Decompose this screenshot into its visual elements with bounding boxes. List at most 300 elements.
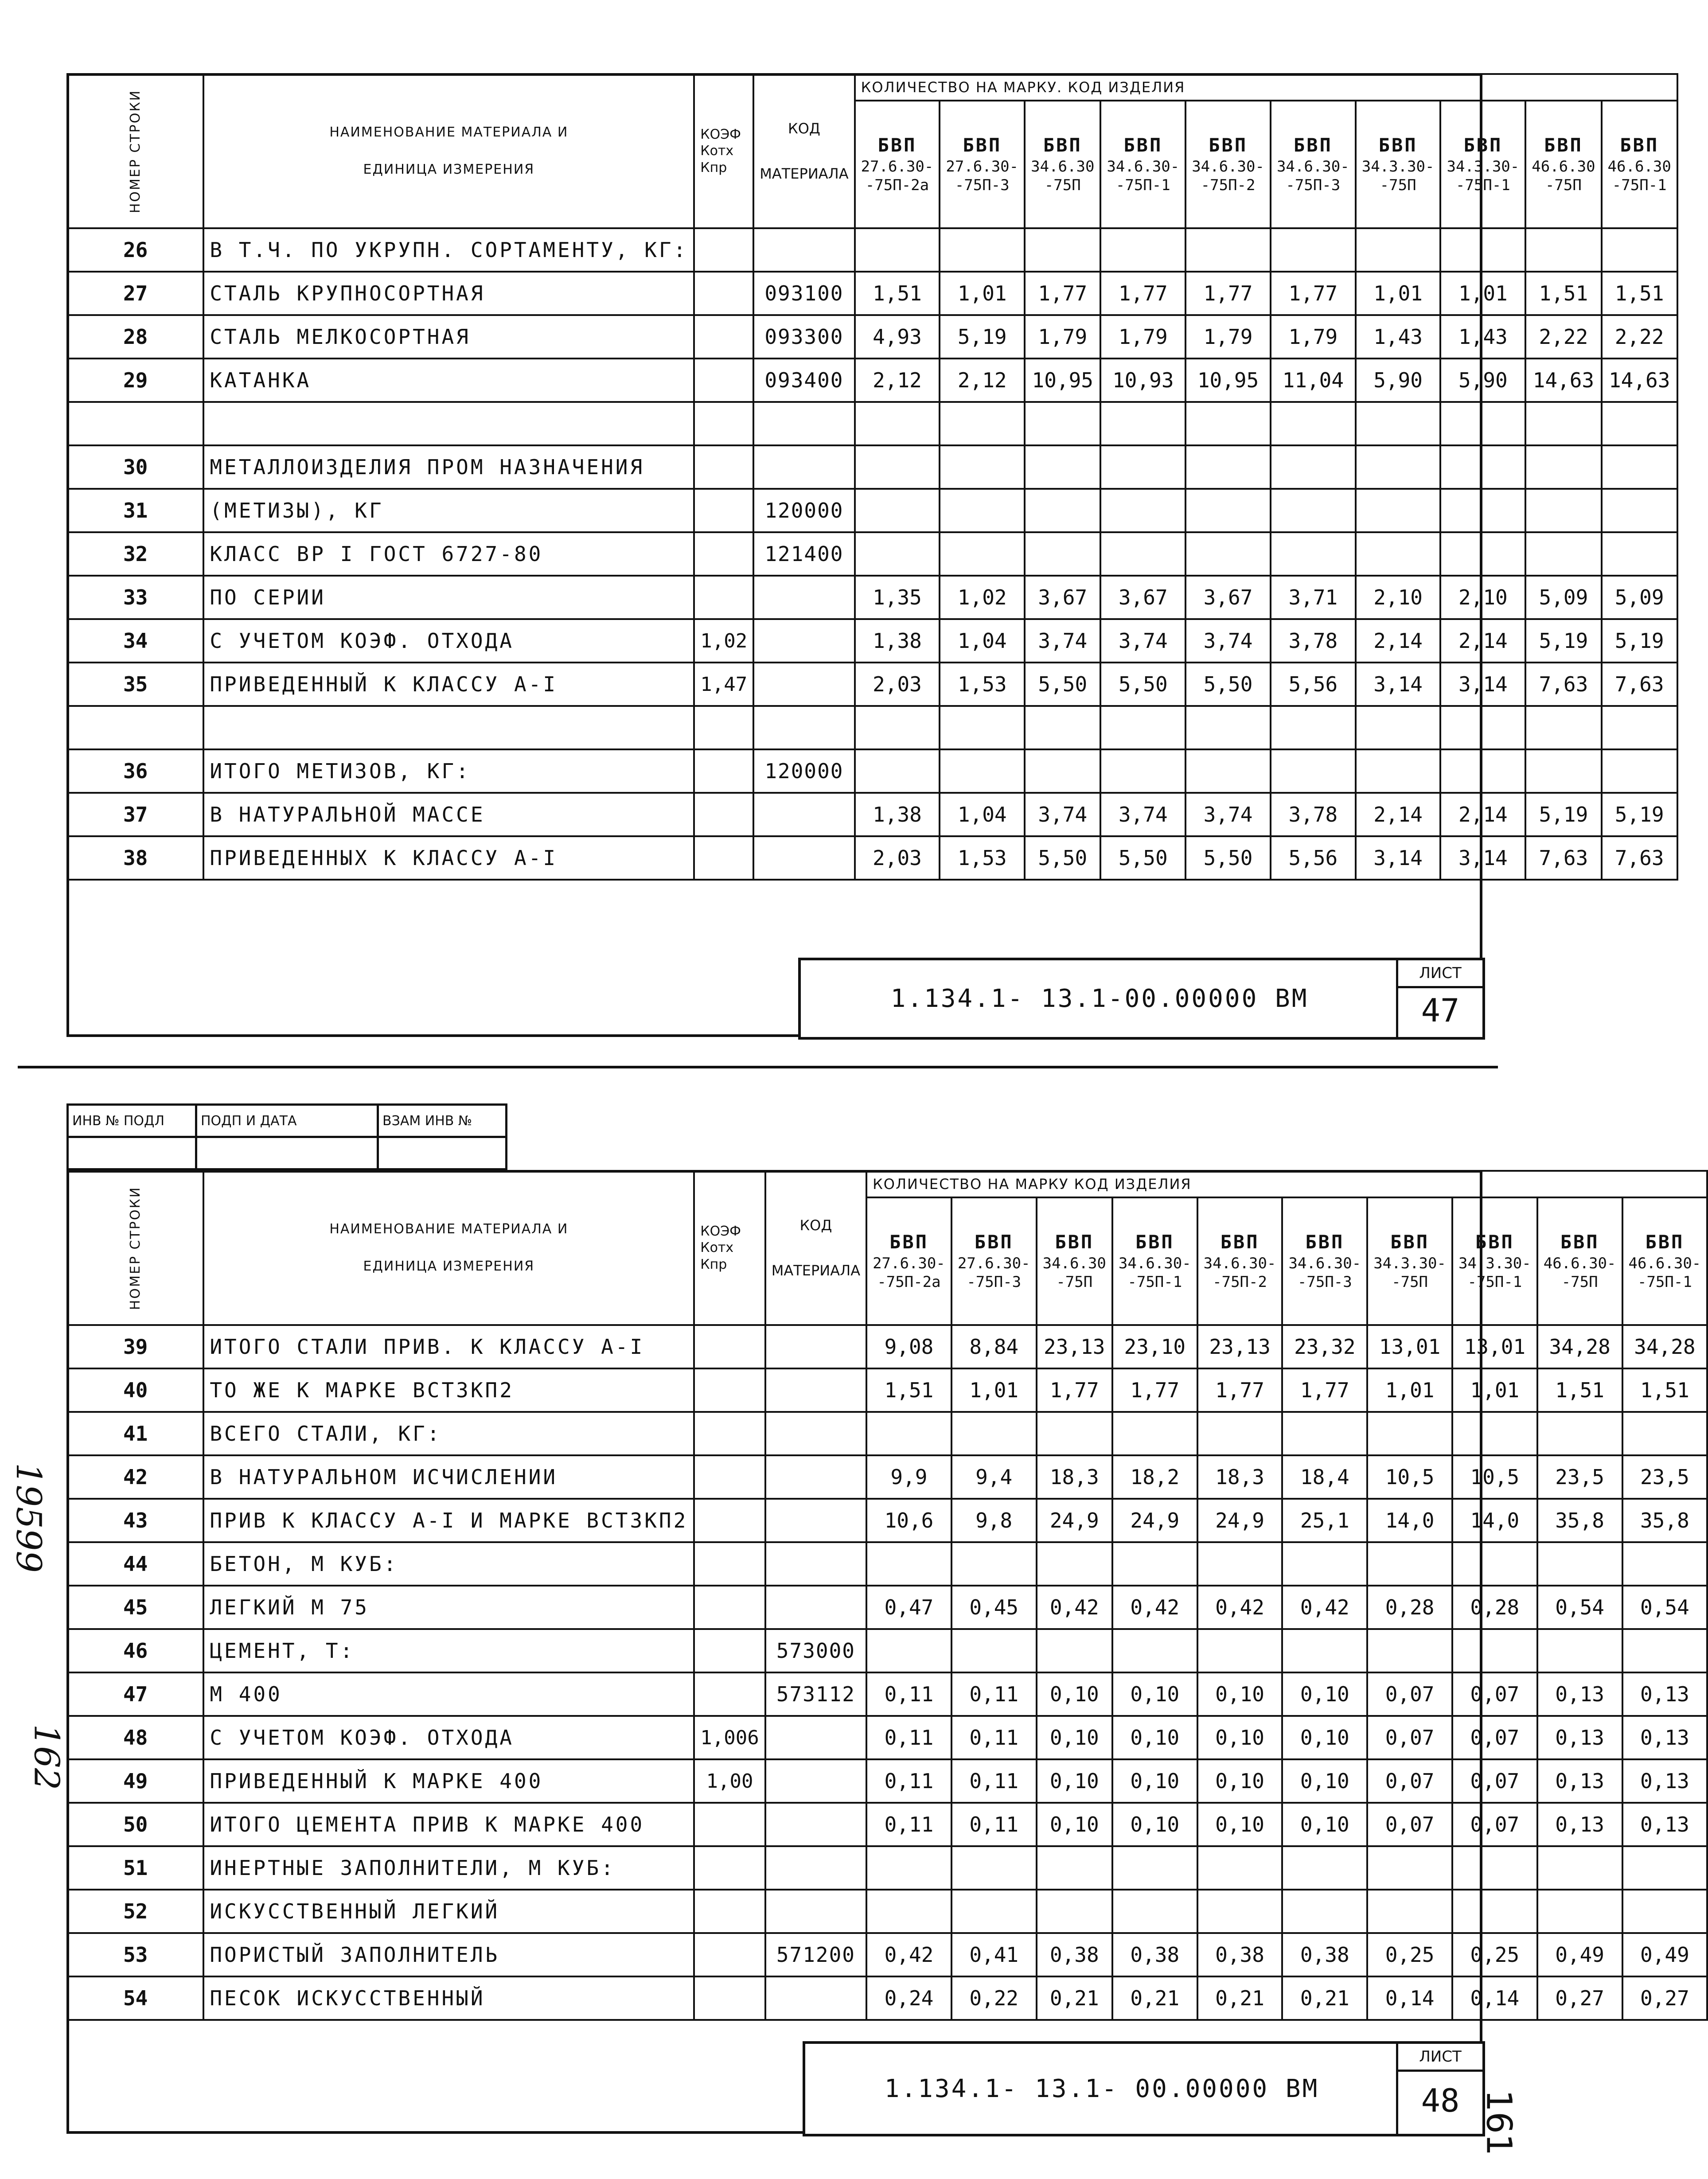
product-code-part: 27.6.30- — [873, 1254, 945, 1272]
table-row — [67, 359, 1677, 402]
product-column-header — [1367, 1197, 1452, 1325]
replacement-inv-cell — [378, 1137, 507, 1169]
quantity-cell: 1,77 — [1282, 1368, 1367, 1412]
material-name: ЦЕМЕНТ, Т: — [203, 1629, 694, 1672]
quantity-cell: 0,10 — [1112, 1716, 1197, 1759]
product-code-part: -75П — [1056, 1273, 1093, 1291]
coefficient: 1,00 — [694, 1759, 765, 1803]
product-code-part: -75П-1 — [1115, 176, 1170, 195]
table-row — [67, 1716, 1707, 1759]
quantity-cell — [951, 1629, 1037, 1672]
quantity-cell: 1,79 — [1100, 315, 1185, 359]
product-code-part: 34.3.30- — [1361, 157, 1435, 175]
quantity-cell: 0,38 — [1112, 1933, 1197, 1976]
quantity-cell — [1602, 706, 1677, 749]
row-number: 40 — [67, 1368, 203, 1412]
quantity-cell: 1,79 — [1025, 315, 1100, 359]
material-code — [765, 1542, 866, 1586]
material-code — [753, 793, 854, 836]
row-number: 31 — [67, 489, 203, 532]
quantity-cell: 13,01 — [1367, 1325, 1452, 1368]
quantity-cell: 3,74 — [1100, 793, 1185, 836]
material-name: ВСЕГО СТАЛИ, КГ: — [203, 1412, 694, 1455]
quantity-cell — [1271, 706, 1356, 749]
material-name: (МЕТИЗЫ), КГ — [203, 489, 694, 532]
quantity-cell — [1440, 402, 1525, 445]
inv-number-label: ИНВ № ПОДЛ — [68, 1105, 196, 1137]
product-mark: БВП — [1055, 1231, 1094, 1253]
table-row — [67, 272, 1677, 315]
quantity-cell: 0,10 — [1282, 1803, 1367, 1846]
quantity-cell — [940, 706, 1025, 749]
product-mark: БВП — [877, 134, 917, 156]
quantity-cell — [1100, 532, 1185, 576]
title-block-48 — [803, 2041, 1485, 2136]
row-number: 37 — [67, 793, 203, 836]
quantity-cell: 3,14 — [1440, 836, 1525, 880]
product-column-header — [1537, 1197, 1622, 1325]
material-code: 093300 — [753, 315, 854, 359]
quantity-cell — [1622, 1542, 1708, 1586]
quantity-cell: 0,27 — [1622, 1976, 1708, 2020]
product-code-part: 34.6.30- — [1118, 1254, 1191, 1272]
quantity-cell: 1,51 — [1525, 272, 1601, 315]
material-name: БЕТОН, М КУБ: — [203, 1542, 694, 1586]
material-code-header: КОД МАТЕРИАЛА — [765, 1171, 866, 1325]
quantity-cell: 1,53 — [940, 836, 1025, 880]
quantity-cell — [1440, 228, 1525, 272]
quantity-cell — [1282, 1846, 1367, 1890]
row-number: 42 — [67, 1455, 203, 1499]
coefficient: 1,47 — [694, 663, 753, 706]
quantity-cell: 2,22 — [1602, 315, 1677, 359]
quantity-cell: 0,38 — [1037, 1933, 1112, 1976]
quantity-cell — [1537, 1412, 1622, 1455]
product-code-part: 46.6.30 — [1532, 157, 1595, 175]
quantity-cell: 0,11 — [951, 1672, 1037, 1716]
product-code-part: -75П-2 — [1201, 176, 1256, 195]
coef-header: КОЭФ Котх Кпр — [694, 74, 753, 228]
quantity-cell — [940, 749, 1025, 793]
row-number: 29 — [67, 359, 203, 402]
quantity-cell: 10,95 — [1025, 359, 1100, 402]
quantity-cell: 5,50 — [1185, 663, 1271, 706]
material-code — [765, 1325, 866, 1368]
product-code-part: -75П-3 — [967, 1273, 1022, 1291]
product-mark: БВП — [1378, 134, 1418, 156]
quantity-cell — [1602, 402, 1677, 445]
quantity-cell — [855, 489, 940, 532]
coefficient — [694, 228, 753, 272]
material-name: ИТОГО МЕТИЗОВ, КГ: — [203, 749, 694, 793]
quantity-cell: 0,10 — [1282, 1716, 1367, 1759]
spec-table-48 — [66, 1170, 1708, 2020]
quantity-cell — [855, 706, 940, 749]
product-code-part: 34.3.30- — [1373, 1254, 1446, 1272]
material-name: ПРИВЕДЕННЫЙ К КЛАССУ А-I — [203, 663, 694, 706]
product-column-header — [866, 1197, 951, 1325]
material-name: С УЧЕТОМ КОЭФ. ОТХОДА — [203, 619, 694, 663]
quantity-cell — [1356, 489, 1441, 532]
quantity-cell — [1112, 1846, 1197, 1890]
material-name: ПРИВ К КЛАССУ А-I И МАРКЕ ВСТ3КП2 — [203, 1499, 694, 1542]
quantity-cell: 3,14 — [1356, 663, 1441, 706]
quantity-cell: 0,10 — [1197, 1803, 1283, 1846]
quantity-cell: 0,49 — [1537, 1933, 1622, 1976]
product-column-header — [1025, 101, 1100, 228]
quantity-cell — [1197, 1846, 1283, 1890]
quantity-cell — [1525, 402, 1601, 445]
quantity-cell — [866, 1629, 951, 1672]
quantity-cell — [1112, 1542, 1197, 1586]
quantity-cell: 23,32 — [1282, 1325, 1367, 1368]
product-code-part: -75П-1 — [1455, 176, 1510, 195]
quantity-cell: 0,45 — [951, 1586, 1037, 1629]
material-code — [765, 1846, 866, 1890]
quantity-cell: 10,93 — [1100, 359, 1185, 402]
material-code — [765, 1976, 866, 2020]
coefficient: 1,006 — [694, 1716, 765, 1759]
quantity-cell: 0,22 — [951, 1976, 1037, 2020]
product-code-part: -75П-3 — [955, 176, 1010, 195]
quantity-cell: 0,42 — [1037, 1586, 1112, 1629]
material-name-header: НАИМЕНОВАНИЕ МАТЕРИАЛА И ЕДИНИЦА ИЗМЕРЕНИЯ — [203, 74, 694, 228]
material-name: СТАЛЬ КРУПНОСОРТНАЯ — [203, 272, 694, 315]
row-number: 27 — [67, 272, 203, 315]
quantity-cell: 1,35 — [855, 576, 940, 619]
quantity-cell: 0,28 — [1367, 1586, 1452, 1629]
material-name: ПОРИСТЫЙ ЗАПОЛНИТЕЛЬ — [203, 1933, 694, 1976]
product-code-part: 46.6.30 — [1607, 157, 1671, 175]
quantity-cell: 0,11 — [866, 1716, 951, 1759]
quantity-cell — [855, 532, 940, 576]
row-number — [67, 402, 203, 445]
quantity-header: КОЛИЧЕСТВО НА МАРКУ КОД ИЗДЕЛИЯ — [866, 1171, 1707, 1197]
quantity-cell: 0,10 — [1197, 1672, 1283, 1716]
quantity-cell: 0,10 — [1112, 1803, 1197, 1846]
quantity-cell — [1282, 1542, 1367, 1586]
product-code-part: 34.6.30 — [1042, 1254, 1106, 1272]
table-row — [67, 1759, 1707, 1803]
quantity-cell — [940, 228, 1025, 272]
quantity-cell — [1025, 445, 1100, 489]
quantity-cell: 0,13 — [1622, 1803, 1708, 1846]
product-mark: БВП — [974, 1231, 1014, 1253]
quantity-cell: 14,63 — [1525, 359, 1601, 402]
quantity-cell: 1,77 — [1185, 272, 1271, 315]
quantity-cell: 0,07 — [1452, 1759, 1537, 1803]
coefficient — [694, 1846, 765, 1890]
material-name: ПО СЕРИИ — [203, 576, 694, 619]
material-name: ИТОГО СТАЛИ ПРИВ. К КЛАССУ А-I — [203, 1325, 694, 1368]
row-number: 38 — [67, 836, 203, 880]
quantity-cell: 1,01 — [1440, 272, 1525, 315]
product-code-part: 34.6.30- — [1203, 1254, 1276, 1272]
product-column-header — [1112, 1197, 1197, 1325]
quantity-cell: 2,14 — [1356, 793, 1441, 836]
material-name: С УЧЕТОМ КОЭФ. ОТХОДА — [203, 1716, 694, 1759]
table-row — [67, 1542, 1707, 1586]
quantity-cell — [1025, 532, 1100, 576]
quantity-cell: 0,21 — [1037, 1976, 1112, 2020]
quantity-cell: 0,11 — [951, 1759, 1037, 1803]
material-name: СТАЛЬ МЕЛКОСОРТНАЯ — [203, 315, 694, 359]
row-number: 36 — [67, 749, 203, 793]
material-code: 573112 — [765, 1672, 866, 1716]
signature-date-label: ПОДП И ДАТА — [196, 1105, 378, 1137]
material-code — [765, 1412, 866, 1455]
material-code — [765, 1759, 866, 1803]
quantity-cell: 0,54 — [1537, 1586, 1622, 1629]
quantity-cell: 23,5 — [1622, 1455, 1708, 1499]
table-row — [67, 793, 1677, 836]
quantity-cell: 4,93 — [855, 315, 940, 359]
quantity-cell: 2,14 — [1440, 793, 1525, 836]
quantity-cell — [1525, 749, 1601, 793]
product-code-part: 34.3.30- — [1458, 1254, 1531, 1272]
quantity-cell: 5,56 — [1271, 836, 1356, 880]
quantity-cell: 0,24 — [866, 1976, 951, 2020]
quantity-cell — [1271, 228, 1356, 272]
quantity-cell — [951, 1412, 1037, 1455]
product-column-header — [1282, 1197, 1367, 1325]
product-code-part: -75П — [1561, 1273, 1598, 1291]
quantity-cell: 5,50 — [1025, 836, 1100, 880]
quantity-cell: 3,78 — [1271, 619, 1356, 663]
quantity-cell — [866, 1890, 951, 1933]
coefficient — [694, 402, 753, 445]
material-name: В НАТУРАЛЬНОЙ МАССЕ — [203, 793, 694, 836]
quantity-cell — [1185, 228, 1271, 272]
coefficient — [694, 1933, 765, 1976]
quantity-cell — [1100, 749, 1185, 793]
product-code-part: -75П-2а — [865, 176, 929, 195]
quantity-cell: 1,01 — [1367, 1368, 1452, 1412]
quantity-cell — [1622, 1890, 1708, 1933]
quantity-cell: 3,67 — [1100, 576, 1185, 619]
quantity-cell: 1,79 — [1271, 315, 1356, 359]
quantity-cell: 9,08 — [866, 1325, 951, 1368]
quantity-cell: 0,07 — [1367, 1759, 1452, 1803]
quantity-cell — [1037, 1890, 1112, 1933]
quantity-cell — [1367, 1890, 1452, 1933]
quantity-cell — [1271, 489, 1356, 532]
product-column-header — [1100, 101, 1185, 228]
quantity-cell: 0,28 — [1452, 1586, 1537, 1629]
row-number: 48 — [67, 1716, 203, 1759]
quantity-header: КОЛИЧЕСТВО НА МАРКУ. КОД ИЗДЕЛИЯ — [855, 74, 1677, 101]
product-mark: БВП — [1220, 1231, 1260, 1253]
coefficient — [694, 793, 753, 836]
quantity-cell: 5,19 — [940, 315, 1025, 359]
material-name: ИНЕРТНЫЕ ЗАПОЛНИТЕЛИ, М КУБ: — [203, 1846, 694, 1890]
quantity-cell — [1100, 402, 1185, 445]
quantity-cell: 2,12 — [940, 359, 1025, 402]
quantity-cell: 0,13 — [1622, 1716, 1708, 1759]
material-name: В НАТУРАЛЬНОМ ИСЧИСЛЕНИИ — [203, 1455, 694, 1499]
quantity-cell: 0,21 — [1112, 1976, 1197, 2020]
quantity-cell: 10,5 — [1367, 1455, 1452, 1499]
coefficient — [694, 1412, 765, 1455]
coefficient: 1,02 — [694, 619, 753, 663]
quantity-cell: 7,63 — [1525, 663, 1601, 706]
quantity-cell: 0,13 — [1537, 1672, 1622, 1716]
table-row — [67, 532, 1677, 576]
quantity-cell: 0,10 — [1282, 1672, 1367, 1716]
table-row — [67, 663, 1677, 706]
quantity-cell: 5,19 — [1602, 793, 1677, 836]
quantity-cell: 5,19 — [1602, 619, 1677, 663]
quantity-cell — [940, 532, 1025, 576]
material-code — [753, 576, 854, 619]
quantity-cell — [1356, 445, 1441, 489]
quantity-cell — [1282, 1890, 1367, 1933]
material-code: 093400 — [753, 359, 854, 402]
product-code-part: 34.6.30- — [1276, 157, 1349, 175]
quantity-cell — [1197, 1629, 1283, 1672]
coefficient — [694, 1542, 765, 1586]
quantity-cell: 7,63 — [1602, 663, 1677, 706]
quantity-cell — [1367, 1846, 1452, 1890]
quantity-cell: 1,04 — [940, 619, 1025, 663]
quantity-cell — [1525, 532, 1601, 576]
table-row — [67, 1803, 1707, 1846]
quantity-cell — [1282, 1412, 1367, 1455]
product-column-header — [1622, 1197, 1708, 1325]
material-code — [753, 445, 854, 489]
quantity-cell: 0,10 — [1112, 1672, 1197, 1716]
material-code — [753, 228, 854, 272]
quantity-cell — [1025, 228, 1100, 272]
coefficient — [694, 1325, 765, 1368]
quantity-cell: 3,14 — [1440, 663, 1525, 706]
quantity-cell: 0,11 — [951, 1803, 1037, 1846]
quantity-cell: 0,07 — [1367, 1716, 1452, 1759]
product-column-header — [1525, 101, 1601, 228]
quantity-cell: 23,5 — [1537, 1455, 1622, 1499]
product-code-part: -75П-1 — [1637, 1273, 1692, 1291]
quantity-cell: 0,10 — [1037, 1759, 1112, 1803]
quantity-cell — [1100, 228, 1185, 272]
material-name: ТО ЖЕ К МАРКЕ ВСТ3КП2 — [203, 1368, 694, 1412]
quantity-cell: 34,28 — [1537, 1325, 1622, 1368]
signature-strip — [66, 1103, 507, 1170]
table-row — [67, 1412, 1707, 1455]
quantity-cell: 5,56 — [1271, 663, 1356, 706]
quantity-cell — [1271, 749, 1356, 793]
document-code: 1.134.1- 13.1- 00.00000 ВМ — [884, 2074, 1319, 2103]
spec-table-47 — [66, 73, 1678, 880]
quantity-cell: 3,74 — [1100, 619, 1185, 663]
row-number: 46 — [67, 1629, 203, 1672]
coefficient — [694, 1803, 765, 1846]
quantity-cell: 0,10 — [1037, 1672, 1112, 1716]
coefficient — [694, 576, 753, 619]
coefficient — [694, 315, 753, 359]
quantity-cell — [951, 1890, 1037, 1933]
sheet-number: 47 — [1421, 992, 1460, 1029]
quantity-cell — [1367, 1542, 1452, 1586]
quantity-cell: 1,77 — [1025, 272, 1100, 315]
sheet-number-box — [1396, 2044, 1482, 2134]
product-code-part: 46.6.30- — [1543, 1254, 1616, 1272]
table-row — [67, 402, 1677, 445]
quantity-cell: 1,77 — [1100, 272, 1185, 315]
quantity-cell: 18,4 — [1282, 1455, 1367, 1499]
product-column-header — [1271, 101, 1356, 228]
quantity-cell: 10,5 — [1452, 1455, 1537, 1499]
quantity-cell — [1525, 706, 1601, 749]
quantity-cell: 0,07 — [1452, 1716, 1537, 1759]
material-name: МЕТАЛЛОИЗДЕЛИЯ ПРОМ НАЗНАЧЕНИЯ — [203, 445, 694, 489]
title-block-47 — [798, 958, 1485, 1040]
quantity-cell — [1537, 1542, 1622, 1586]
quantity-cell: 2,03 — [855, 663, 940, 706]
table-row — [67, 1976, 1707, 2020]
quantity-cell — [1452, 1846, 1537, 1890]
row-number: 52 — [67, 1890, 203, 1933]
coefficient — [694, 1629, 765, 1672]
quantity-cell — [940, 402, 1025, 445]
quantity-cell — [1537, 1629, 1622, 1672]
product-column-header — [1356, 101, 1441, 228]
quantity-cell: 3,74 — [1185, 619, 1271, 663]
product-code-part: 34.6.30- — [1107, 157, 1180, 175]
quantity-cell — [1100, 706, 1185, 749]
product-code-part: -75П-2 — [1213, 1273, 1267, 1291]
quantity-cell: 9,9 — [866, 1455, 951, 1499]
quantity-cell — [1440, 445, 1525, 489]
quantity-cell — [1602, 749, 1677, 793]
quantity-cell — [951, 1542, 1037, 1586]
quantity-cell — [1356, 706, 1441, 749]
quantity-cell — [1037, 1542, 1112, 1586]
product-column-header — [855, 101, 940, 228]
quantity-cell: 1,43 — [1356, 315, 1441, 359]
quantity-cell — [1602, 489, 1677, 532]
product-code-part: 46.6.30- — [1628, 1254, 1701, 1272]
sheet-label: ЛИСТ — [1398, 960, 1482, 988]
material-code — [765, 1803, 866, 1846]
quantity-cell — [1452, 1890, 1537, 1933]
quantity-cell: 0,25 — [1367, 1933, 1452, 1976]
quantity-cell — [1025, 402, 1100, 445]
product-mark: БВП — [1620, 134, 1659, 156]
table-row — [67, 619, 1677, 663]
product-code-part: -75П-2а — [877, 1273, 941, 1291]
quantity-cell — [1112, 1629, 1197, 1672]
quantity-cell: 0,38 — [1282, 1933, 1367, 1976]
quantity-cell: 11,04 — [1271, 359, 1356, 402]
page-number: 161 — [1478, 2089, 1519, 2156]
product-code-part: -75П-1 — [1612, 176, 1667, 195]
quantity-cell: 5,09 — [1525, 576, 1601, 619]
material-name — [203, 402, 694, 445]
product-column-header — [951, 1197, 1037, 1325]
quantity-cell: 1,51 — [1602, 272, 1677, 315]
material-code — [765, 1455, 866, 1499]
table-row — [67, 315, 1677, 359]
quantity-cell: 5,50 — [1185, 836, 1271, 880]
quantity-cell — [1537, 1890, 1622, 1933]
product-mark: БВП — [1043, 134, 1082, 156]
quantity-cell: 1,51 — [1537, 1368, 1622, 1412]
row-number: 41 — [67, 1412, 203, 1455]
material-code: 120000 — [753, 749, 854, 793]
quantity-cell: 0,13 — [1537, 1716, 1622, 1759]
quantity-cell: 1,51 — [866, 1368, 951, 1412]
material-name: КАТАНКА — [203, 359, 694, 402]
